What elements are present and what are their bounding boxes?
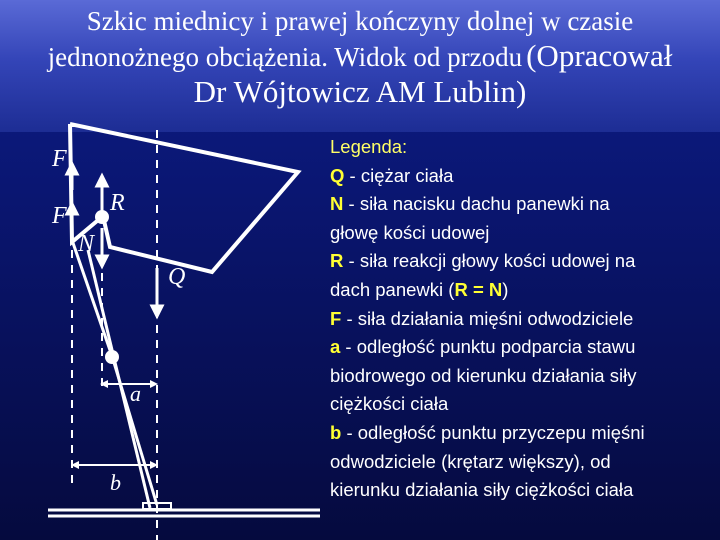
title-line-4: Dr Wójtowicz AM Lublin): [193, 74, 527, 110]
legend-text-n-2: głowę kości udowej: [330, 221, 490, 243]
label-F-bottom: F: [52, 203, 67, 229]
label-N: N: [78, 231, 95, 257]
legend-heading: Legenda:: [330, 136, 408, 157]
legend-eq-n: N: [488, 278, 503, 300]
legend-item-a: [330, 333, 718, 362]
legend-text-a-1: - odległość punktu podparcia stawu: [340, 336, 636, 358]
legend-text-r-2a: dach panewki (: [330, 278, 455, 300]
legend-key-n: N: [330, 193, 344, 215]
legend-key-q: Q: [330, 164, 345, 186]
title-line-2: jednonożnego obciążenia. Widok od przodu: [47, 41, 523, 72]
legend-eq-r: R: [454, 278, 468, 300]
legend-text-b-3: kierunku działania siły ciężkości ciała: [330, 479, 634, 501]
label-Q: Q: [168, 264, 186, 290]
legend-item-q: [330, 162, 718, 191]
legend-text-a-3: ciężkości ciała: [330, 393, 449, 415]
legend-text-a-2: biodrowego od kierunku działania siły: [330, 364, 637, 386]
legend-item-r: [330, 247, 718, 276]
label-F-top: F: [52, 146, 67, 172]
legend-text-b-2: odwodziciele (krętarz większy), od: [330, 450, 611, 472]
legend-text-r-2b: ): [502, 278, 509, 300]
legend-text-b-1: - odległość punktu przyczepu mięśni: [341, 421, 645, 443]
legend-text-f: - siła działania mięśni odwodziciele: [341, 307, 634, 329]
legend-key-r: R: [330, 250, 344, 272]
legend-text-q: - ciężar ciała: [344, 164, 454, 186]
femur-point: [105, 350, 119, 364]
legend-item-f: [330, 305, 718, 334]
label-a: a: [130, 381, 141, 406]
legend-key-a: a: [330, 336, 341, 358]
legend-item-n: [330, 190, 718, 219]
hip-joint-point: [95, 210, 109, 224]
legend-item-b: [330, 419, 718, 448]
femur-upper: [72, 240, 112, 356]
legend-text-n-1: - siła nacisku dachu panewki na: [343, 193, 610, 215]
legend: [330, 133, 718, 505]
legend-item-r-line2: [330, 276, 718, 305]
pelvis-outline: [70, 124, 298, 272]
legend-key-b: b: [330, 421, 342, 443]
title-line-3: (Opracował: [526, 37, 673, 73]
label-R: R: [110, 190, 125, 216]
legend-key-f: F: [330, 307, 342, 329]
title-line-1: Szkic miednicy i prawej kończyny dolnej w czasie: [86, 6, 634, 36]
legend-text-r-1: - siła reakcji głowy kości udowej na: [343, 250, 636, 272]
label-b: b: [110, 470, 121, 495]
legend-eq-sign: =: [467, 278, 489, 300]
